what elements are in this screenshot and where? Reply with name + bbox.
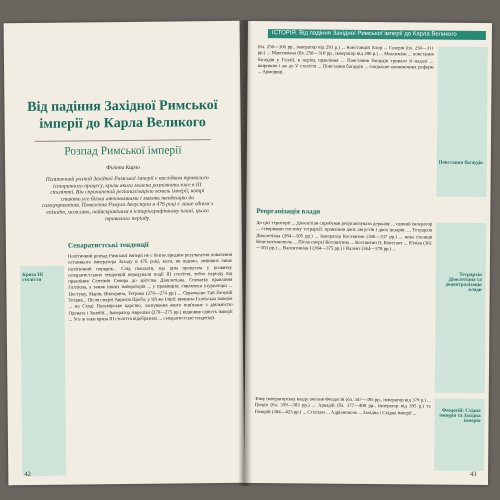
author-name: Філіппо Карло [106, 164, 140, 172]
side-label-theodosius: Феодосій: Східна імперія та Західна імперія [439, 408, 481, 424]
title-divider [35, 139, 211, 141]
side-label-bagaudae: Повстання багаудів [438, 160, 483, 166]
body-text-top: (бл. 250—306 рр., імператор від 293 р.) ... Констанцій Хлор ... Галерія (бл. 250—311 рр.) ... Максиміана (бл. 250—310 рр., імператор від 286 р.) ... Максиміан ... повстання багаудів у Галлії, в період правління ... Повстання багаудів тривало й надалі ... шириною і аж до V століття ... Повстання багаудів ... соціальне-економічних реформ ... Армориці. [257, 45, 434, 76]
body-text: Політичний розпад Римської імперії не є безпосереднім результатом поваления останнього імператора Заходу в 476 році, коли, як відомо, змінився лише політичний порядок... Слід показати, що цим процесом у розвитку сепаратистських тенденцій передували події III століття, тобто періоду від правління Септімія Севера до зрітства Діоклетіана. Спочатку правління Галлієна, а також інших імператорів ... у провінціях з'являлися узурпатори ... Постуму, Марія, Вікторина, Тетрика (270—274 рр.) ... Одночасно Гай Пезувій Тетрик... Після смерті Аврелія Проба, у тій же Ілірії: виникла Галльська імперія ... на Сході Пальмірське царство, заснування якого пов'язане з діяльністю Одената і Зенобії... Імператор Авреліан (270—275 рр.) відновив єдність імперії ... Усе ж таки криза ІІІ століття відобразила ... сепаратистські тенденції. [68, 252, 233, 323]
body-text-bottom: Тому імператорську владу очолив Феодосій (бл. 347—395 рр., імператор від 379 р.) ... Грацін (бл. 359—383 рр.) ... Аркадій (бл. 377—408 рр., імператор від 395 р.) та Гонорій (384—423 рр.) ... Стіліхон ... Адріанополь ... Західна і Східна імперії ... [254, 397, 431, 417]
left-page [4, 21, 245, 485]
side-label-crisis: Криза III століття [22, 272, 44, 284]
chapter-subtitle: Розпад Римської імперії [64, 144, 182, 158]
left-margin-band [20, 266, 66, 479]
right-margin-band-1 [436, 47, 487, 197]
chapter-title: Від падіння Західної Римської імперії до Карла Великого [27, 98, 218, 132]
right-page [244, 21, 492, 485]
chapter-abstract: Політичний розпад Західної Римської імперії є наслідком тривалого історичного процесу, кризи якого можна розпізнати вже в ІІІ столітті. Він спричинений регіоналізацією земель імперії, котрі стають усе більш автономними і мають тенденцію до самоуправління. Повалення Ромула Августула в 476 році є лише одним з епізодів, можливо, найяскравішим в історіографічному плані, цього тривалого періоду. [41, 175, 214, 222]
right-margin-band-2 [435, 223, 486, 393]
body-text-middle: До цієї території ... Діоклетіан спробував реорганізувати державу ... єдиний імператор ... створивши систему тетрархії: правління двох августів і двох цезарів. ... Тетрархія Діоклетіана (284—305 рр.) ... Імператор Костянтин (306—337 рр.) ... нова столиця Константинополь ... Після смерті Костянтина ... Костянтин ІІ, Констант ... Юліан (361—363 рр.) ... Валентиніан І (364—375 рр.) і Валент (364—378 рр.) ... [256, 221, 433, 253]
page-number: 42 [24, 470, 31, 479]
section-heading: Сепаратистські тенденції [67, 240, 149, 250]
page-number-right: 43 [470, 470, 477, 478]
section-heading-right: Реорганізація влади [256, 207, 321, 216]
side-label-tetrarchy: Тетрархія Діоклетіана та децентралізація влади [445, 272, 482, 293]
running-head: ІСТОРІЯ. Від падіння Західної Римської імперії до Карла Великого [268, 29, 486, 40]
